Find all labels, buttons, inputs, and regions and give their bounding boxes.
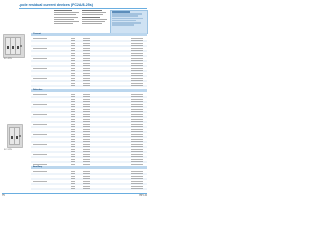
page-heading: -pole residual current devices (FC2A/8-25s) (19, 3, 93, 7)
table-cell (131, 188, 143, 189)
test-button-icon (19, 135, 21, 137)
intro-line (82, 23, 102, 24)
intro-line (82, 17, 100, 18)
intro-line (82, 14, 103, 15)
heading-rule (19, 8, 147, 9)
table-cell (71, 164, 75, 165)
product-image-2-pole (7, 124, 23, 148)
section-title: Current (33, 33, 41, 35)
table-row (31, 163, 147, 166)
table-cell (131, 85, 143, 86)
section-title: Ancillary (33, 166, 43, 168)
intro-line (82, 21, 105, 22)
table-row (31, 188, 147, 191)
test-button-icon (20, 45, 22, 47)
intro-line (82, 10, 102, 11)
intro-line (54, 10, 72, 11)
table-cell (71, 85, 75, 86)
intro-line (54, 12, 79, 13)
table-cell (83, 85, 90, 86)
section-band (31, 33, 147, 36)
intro-line (54, 19, 74, 20)
intro-line (82, 12, 106, 13)
footer-rule (2, 193, 147, 194)
table-cell (33, 164, 47, 165)
table-cell (131, 164, 143, 165)
product-code-label: FC 2/25 (4, 149, 12, 151)
intro-line (54, 23, 73, 24)
section-band (31, 89, 147, 92)
intro-column-2 (82, 10, 109, 25)
product-code-label: FC 4/25 (4, 58, 12, 60)
product-image-4-pole (3, 34, 25, 58)
table-cell (71, 188, 75, 189)
intro-line (54, 21, 79, 22)
table-cell (83, 164, 90, 165)
table-row (31, 85, 147, 88)
intro-line (54, 14, 76, 15)
intro-column-1 (54, 10, 81, 25)
page-number-left: 75 (2, 194, 5, 197)
specifications-box (110, 10, 148, 34)
section-band (31, 166, 147, 169)
section-title: Selective (33, 89, 43, 91)
intro-line (54, 17, 78, 18)
specs-line (112, 24, 134, 26)
table-cell (83, 188, 90, 189)
intro-line (82, 19, 107, 20)
page-number-right: HP 1 D (139, 194, 147, 197)
